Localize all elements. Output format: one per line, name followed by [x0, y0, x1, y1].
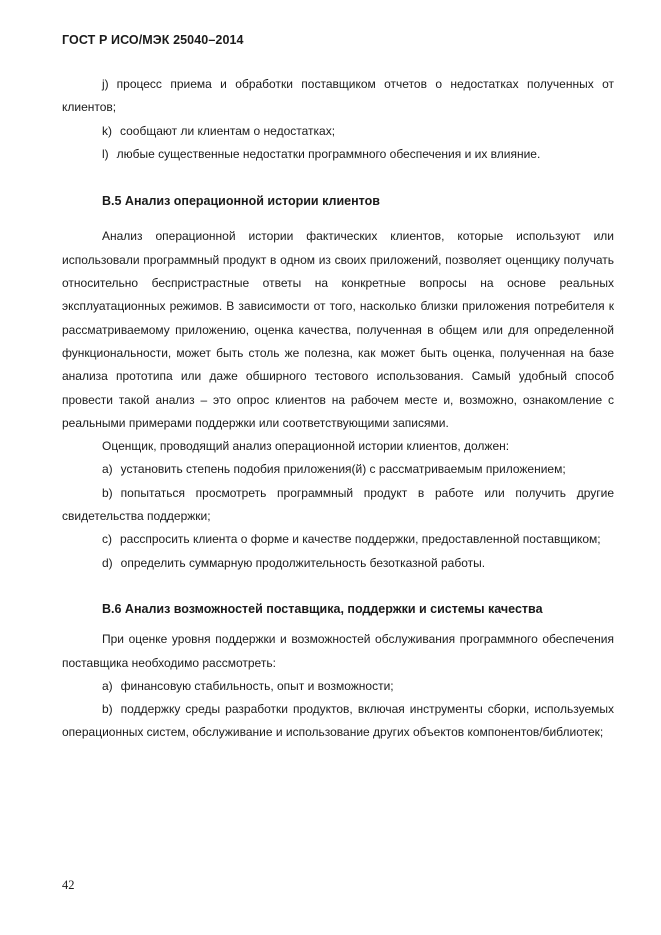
list-intro: Оценщик, проводящий анализ операционной истории клиентов, должен: [102, 439, 510, 454]
list-item-text: определить суммарную продолжительность безотказной работы. [120, 555, 486, 570]
document-header: ГОСТ Р ИСО/МЭК 25040–2014 [62, 33, 244, 47]
list-item-text: установить степень подобия приложения(й) с рассматриваемым приложением; [120, 462, 566, 477]
list-item-label: j) [102, 77, 109, 91]
list-item [62, 528, 614, 551]
list-item-text: расспросить клиента о форме и качестве поддержки, предоставленной поставщиком; [120, 532, 601, 547]
list-item [62, 675, 614, 698]
list-item-text: сообщают ли клиентам о недостатках; [120, 123, 336, 138]
page-number: 42 [62, 878, 75, 892]
list-item-text: попытаться просмотреть программный продукт в работе или получить другие свидетельства поддержки; [62, 485, 614, 524]
list-item-text: любые существенные недостатки программного обеспечения и их влияние. [116, 146, 541, 161]
list-item-text: процесс приема и обработки поставщиком отчетов о недостатках полученных от клиентов; [62, 77, 614, 115]
list-item [62, 73, 614, 120]
list-item [62, 552, 614, 575]
list-item-label: b) [102, 702, 113, 717]
section-heading-b5: В.5 Анализ операционной истории клиентов [102, 194, 380, 209]
list-item-text: поддержку среды разработки продуктов, включая инструменты сборки, используемых операционных систем, обслуживание и использование других объектов компонентов/библиотек; [62, 702, 614, 740]
list-item-label: c) [102, 532, 112, 547]
list-intro: При оценке уровня поддержки и возможностей обслуживания программного обеспечения поставщика необходимо рассмотреть: [62, 632, 614, 670]
list-item-label: l) [102, 146, 109, 161]
list-item [62, 482, 614, 529]
page-content [62, 73, 614, 745]
list-item-label: а) [102, 462, 113, 477]
body-paragraph: Анализ операционной истории фактических клиентов, которые используют или использовали программный продукт в одном из своих приложений, позволяет оценщику получать относительно беспристрастные ответы на конкретные вопросы на основе реальных эксплуатационных режимов. В зависимости от того, насколько близки приложения потребителя к рассматриваемому приложению, оценка качества, полученная в общем или для определенной функциональности, может быть столь же полезна, как может быть оценка, полученная на базе анализа прототипа или даже обширного тестового использования. Самый удобный способ провести такой анализ – это опрос клиентов на рабочем месте и, возможно, ознакомление с реальными примерами поддержки или соответствующими записями. [62, 229, 614, 430]
list-item-label: d) [102, 555, 113, 570]
list-item [62, 143, 614, 166]
list-item-label: b) [102, 485, 113, 500]
list-item-label: k) [102, 123, 112, 138]
list-item [62, 698, 614, 745]
list-item [62, 458, 614, 481]
section-heading-b6: В.6 Анализ возможностей поставщика, поддержки и системы качества [102, 601, 543, 616]
list-item-label: а) [102, 678, 113, 693]
list-item-text: финансовую стабильность, опыт и возможности; [120, 678, 394, 693]
list-item [62, 120, 614, 143]
